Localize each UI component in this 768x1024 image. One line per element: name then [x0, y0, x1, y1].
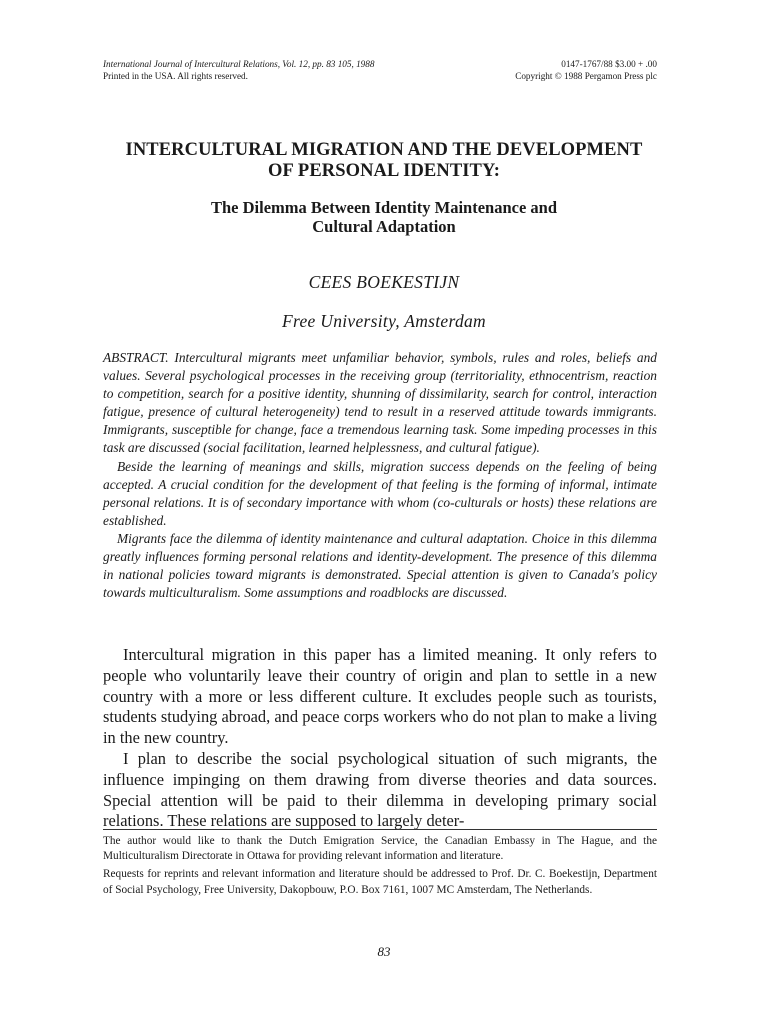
subtitle-line-1: The Dilemma Between Identity Maintenance and	[210, 198, 558, 217]
body-paragraph-1: Intercultural migration in this paper has a limited meaning. It only refers to people who voluntarily leave their country of origin and plan to settle in a new country with a more or less different culture. It excludes people such as tourists, students studying abroad, and peace corps workers who do not plan to make a living in the new country.	[103, 645, 657, 748]
abstract-label: ABSTRACT.	[103, 350, 169, 365]
abstract-paragraph-3: Migrants face the dilemma of identity maintenance and cultural adaptation. Choice in this dilemma greatly influences forming personal relations and identity-development. The presence of this dilemma in national policies toward migrants is demonstrated. Special attention is given to Canada's policy towards multiculturalism. Some assumptions and roadblocks are discussed.	[103, 530, 657, 601]
journal-header	[103, 58, 657, 82]
body-text	[103, 645, 657, 832]
body-paragraph-2: I plan to describe the social psychological situation of such migrants, the influence impinging on them drawing from diverse theories and data sources. Special attention will be paid to their dilemma in developing primary social relations. These relations are supposed to largely deter-	[103, 748, 657, 831]
author-name: CEES BOEKESTIJN	[308, 272, 460, 292]
abstract	[103, 349, 657, 602]
header-row-1	[103, 58, 657, 70]
page-number: 83	[377, 944, 391, 959]
printed-notice: Printed in the USA. All rights reserved.	[103, 71, 248, 81]
abstract-paragraph-2: Beside the learning of meanings and skills, migration success depends on the feeling of being accepted. A crucial condition for the development of that feeling is the forming of informal, intimate personal relations. It is of secondary importance with whom (co-culturals or hosts) these relations are established.	[103, 458, 657, 528]
footnote-divider	[103, 829, 657, 830]
title-line-1: INTERCULTURAL MIGRATION AND THE DEVELOPMENT	[125, 140, 643, 160]
paper-title	[96, 140, 672, 182]
footnotes	[103, 834, 657, 901]
copyright-notice: Copyright © 1988 Pergamon Press plc	[515, 71, 657, 81]
abstract-text-1: Intercultural migrants meet unfamiliar behavior, symbols, rules and roles, beliefs and values. Several psychological processes in the receiving group (territoriality, ethnocentrism, reaction to competition, search for a positive identity, shunning of dissimilarity, search for control, interaction fatigue, presence of cultural heterogeneity) tend to result in a reserved attitude towards immigrants. Immigrants, susceptible for change, face a tremendous learning task. Some impeding processes in this task are discussed (social facilitation, learned helplessness, and cultural fatigue).	[103, 350, 657, 456]
abstract-paragraph-1	[103, 349, 657, 458]
paper-subtitle	[96, 198, 672, 236]
header-row-2	[103, 70, 657, 82]
subtitle-line-2: Cultural Adaptation	[312, 217, 456, 236]
title-line-2: OF PERSONAL IDENTITY:	[267, 161, 501, 181]
price-code: 0147-1767/88 $3.00 + .00	[561, 59, 657, 69]
footnote-reprints: Requests for reprints and relevant information and literature should be addressed to Prof. Dr. C. Boekestijn, Department of Social Psychology, Free University, Dakopbouw, P.O. Box 7161, 1007 MC Amsterdam, The Netherlands.	[103, 868, 657, 896]
journal-citation: International Journal of Intercultural Relations, Vol. 12, pp. 83 105, 1988	[103, 59, 375, 69]
author-affiliation: Free University, Amsterdam	[282, 311, 486, 331]
footnote-acknowledgment: The author would like to thank the Dutch Emigration Service, the Canadian Embassy in The Hague, and the Multiculturalism Directorate in Ottawa for providing relevant information and literature.	[103, 835, 657, 863]
